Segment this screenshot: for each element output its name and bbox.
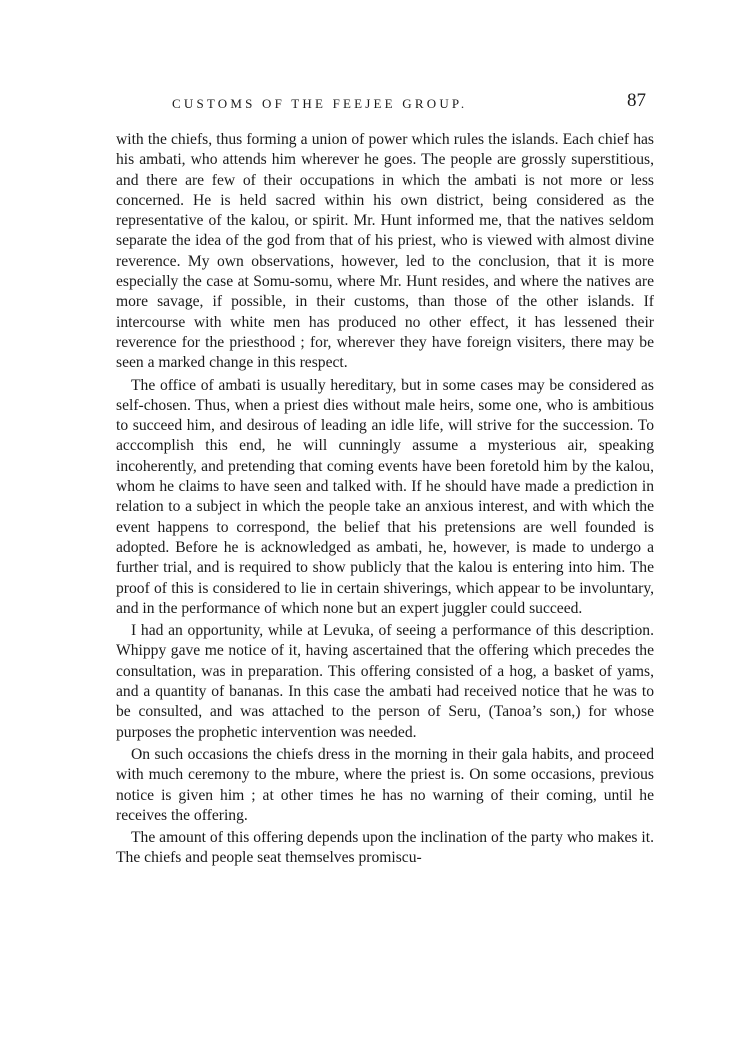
page-number: 87 bbox=[627, 90, 646, 111]
paragraph-continued: with the chiefs, thus forming a union of power which rules the islands. Each chief has his ambati, who attends him wherever he goes. The people are grossly superstitious, and there are few of their occupations in which the ambati is not more or less concerned. He is held sacred within his own district, being considered as the representative of the kalou, or spirit. Mr. Hunt informed me, that the natives seldom separate the idea of the god from that of his priest, who is viewed with almost divine reverence. My own observations, however, led to the conclusion, that it is more especially the case at Somu-somu, where Mr. Hunt resides, and where the natives are more savage, if possible, in their customs, than those of the other islands. If intercourse with white men has produced no other effect, it has lessened their reverence for the priesthood ; for, wherever they have foreign visiters, there may be seen a marked change in this respect. bbox=[116, 131, 654, 372]
running-head: CUSTOMS OF THE FEEJEE GROUP. bbox=[172, 96, 468, 111]
paragraph-office-of-ambati: The office of ambati is usually hereditary, but in some cases may be considered as self-chosen. Thus, when a priest dies without male heirs, some one, who is ambitious to succeed him, and desirous of leading an idle life, will strive for the succession. To acccomplish this end, he will cunningly assume a mysterious air, speaking incoherently, and pretending that coming events have been foretold him by the kalou, whom he claims to have seen and talked with. If he should have made a prediction in relation to a subject in which the people take an anxious interest, and with which the event happens to correspond, the belief that his pretensions are well founded is adopted. Before he is acknowledged as ambati, he, however, is made to undergo a further trial, and is required to show publicly that the kalou is entering into him. The proof of this is considered to lie in certain shiverings, which appear to be involuntary, and in the performance of which none but an expert juggler could succeed. bbox=[116, 376, 654, 617]
paragraph-chiefs-dress: On such occasions the chiefs dress in the morning in their gala habits, and proceed with much ceremony to the mbure, where the priest is. On some occasions, previous notice is given him ; at other times he has no warning of their coming, until he receives the offering. bbox=[116, 745, 654, 824]
paragraph-levuka-performance: I had an opportunity, while at Levuka, of seeing a performance of this description. Whippy gave me notice of it, having ascertained that the offering which precedes the consultation, was in preparation. This offering consisted of a hog, a basket of yams, and a quantity of bananas. In this case the ambati had received notice that he was to be consulted, and was attached to the person of Seru, (Tanoa’s son,) for whose purposes the prophetic intervention was needed. bbox=[116, 622, 654, 741]
body-text bbox=[116, 130, 654, 869]
page-header bbox=[112, 90, 652, 114]
paragraph-offering-amount: The amount of this offering depends upon the inclination of the party who makes it. The chiefs and people seat themselves promiscu- bbox=[116, 829, 654, 867]
